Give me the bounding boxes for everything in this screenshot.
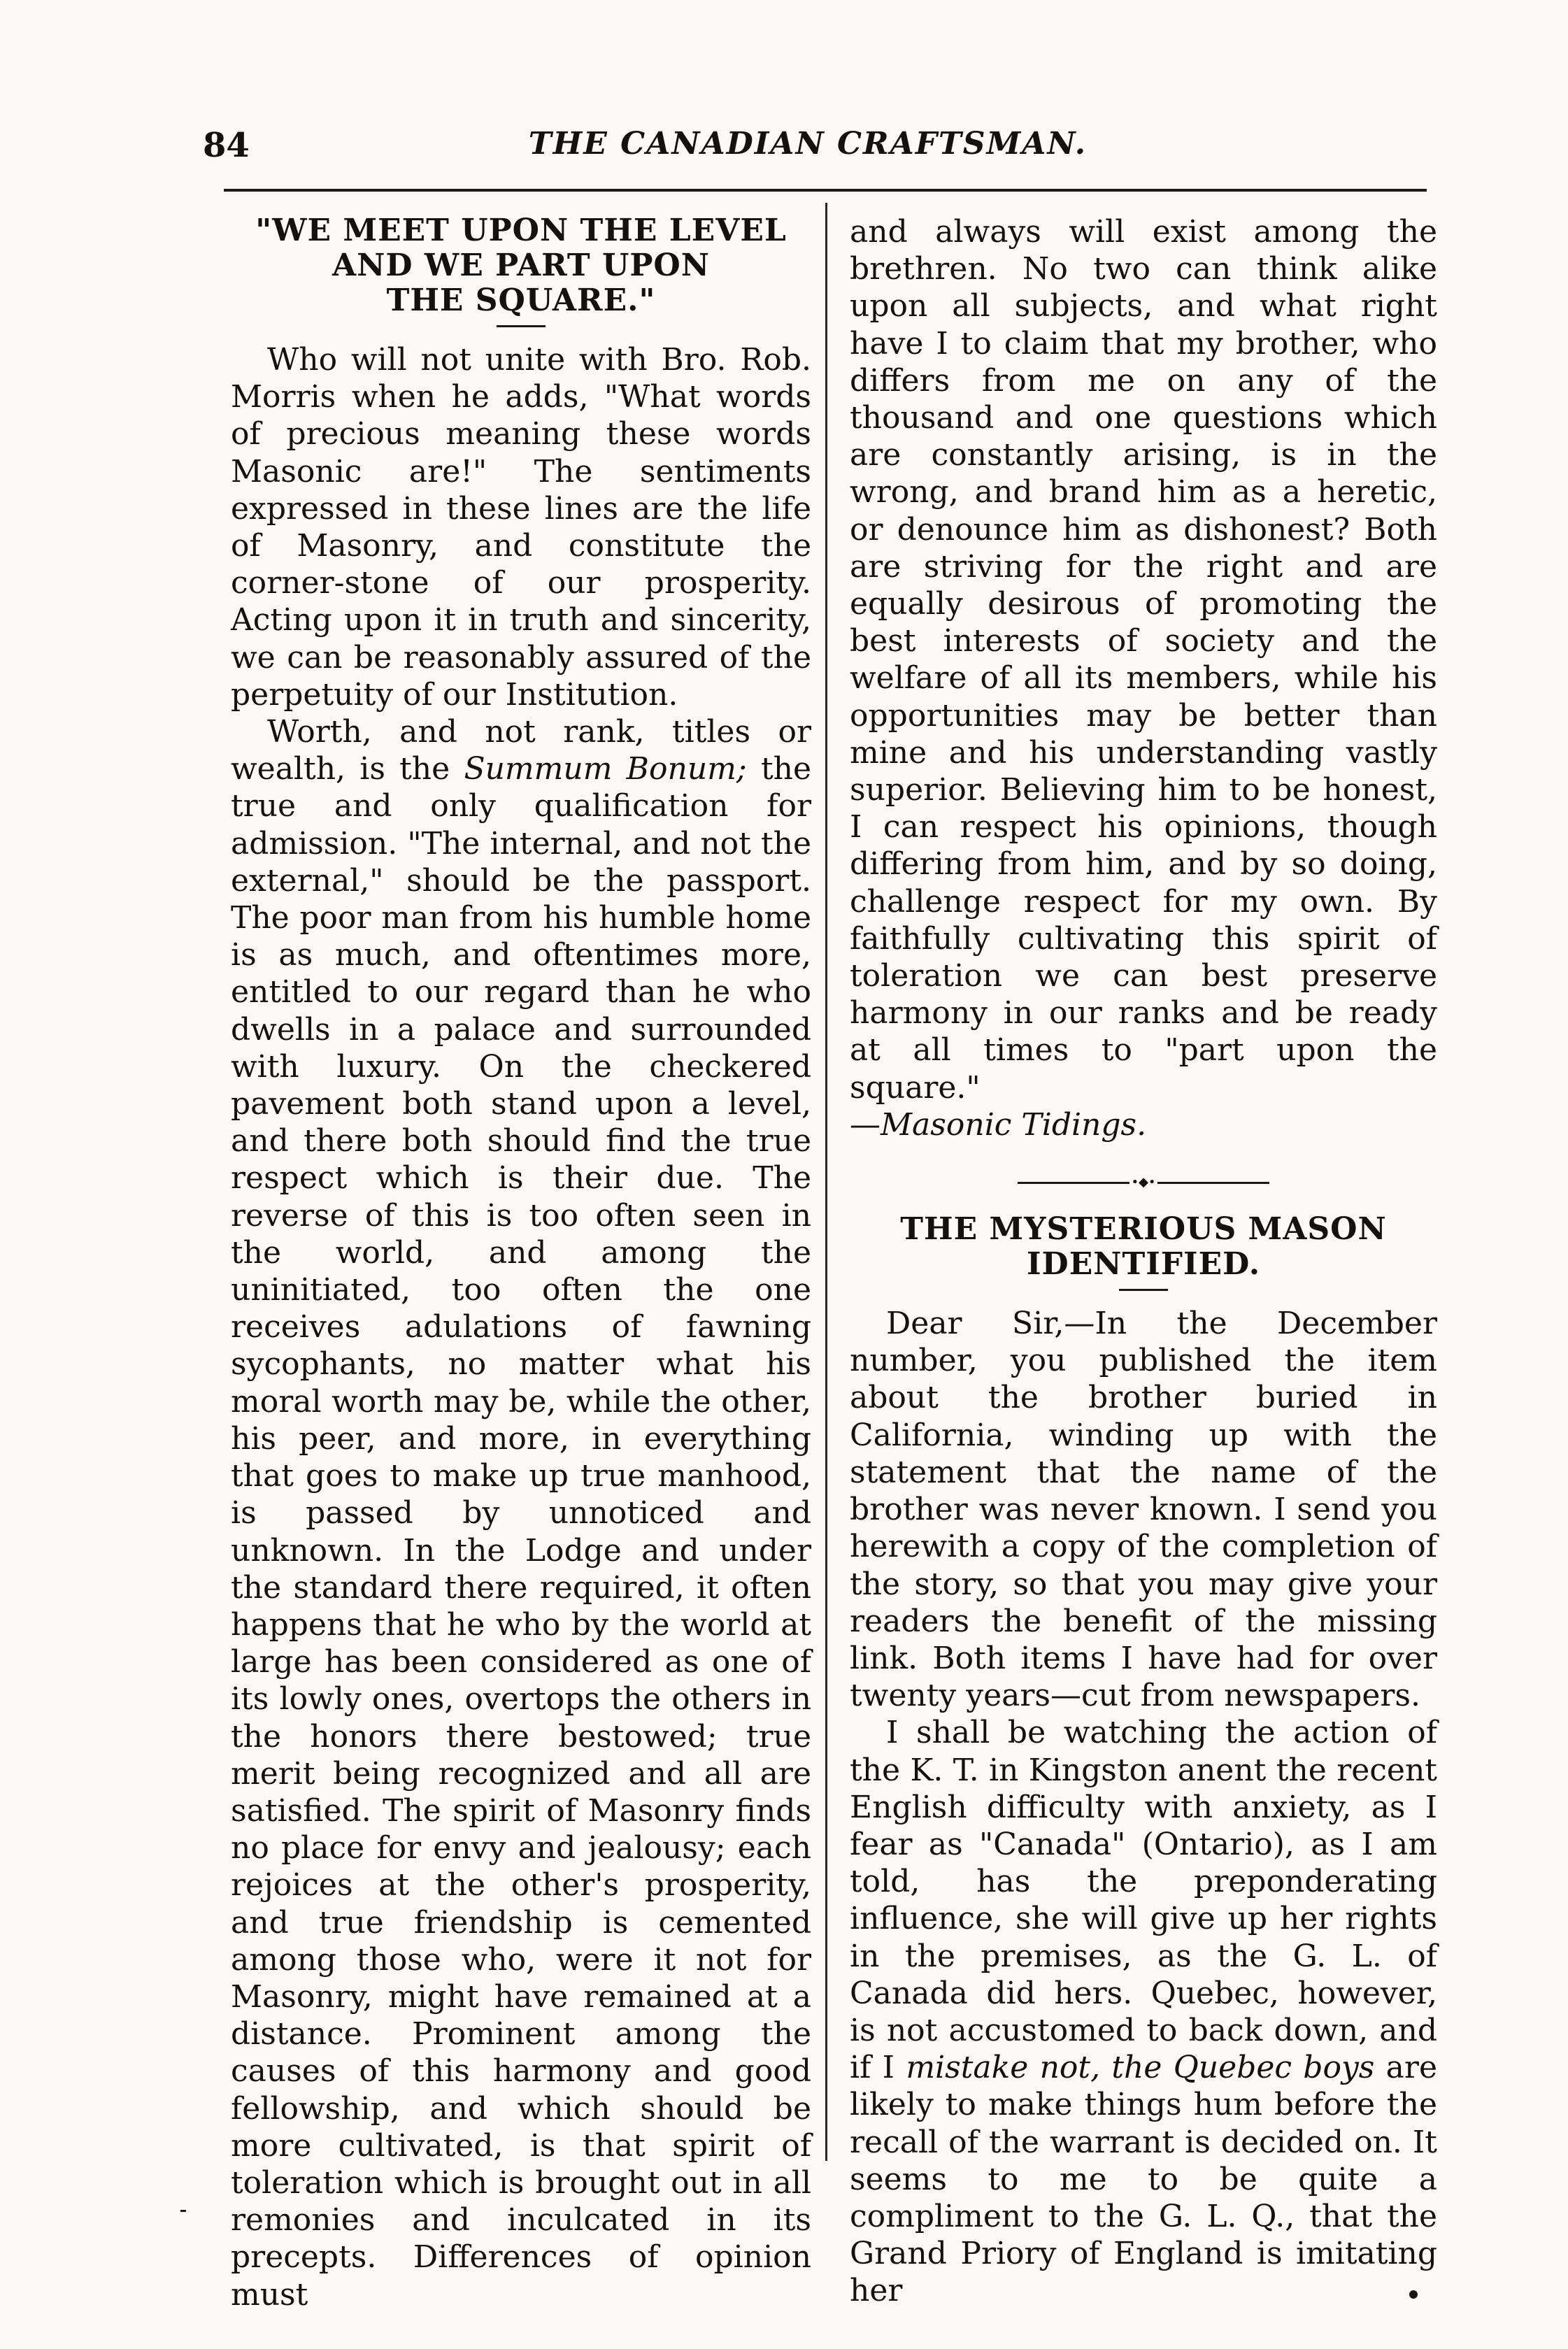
article1-paragraph-1: Who will not unite with Bro. Rob. Morris when he adds, "What words of precious meaning these words Masonic are!" The sentiments expressed in these lines are the life of Masonry, and constitute the corner-stone of our prosperity. Acting upon it in truth and sincerity, we can be reasonably assured of the perpetuity of our Institution.	[231, 342, 811, 713]
article1-heading-line: THE SQUARE."	[386, 283, 656, 318]
article2-heading	[850, 1212, 1437, 1282]
latin-phrase: Summum Bonum;	[464, 751, 747, 787]
article2-heading-line: IDENTIFIED.	[1026, 1246, 1261, 1283]
article1-continuation: and always will exist among the brethren. No two can think alike upon all subjects, and what right have I to claim that my brother, who differs from me on any of the thousand and one questions which are constantly arising, is in the wrong, and brand him as a heretic, or denounce him as dishonest? Both are striving for the right and are equally desirous of promoting the best interests of society and the welfare of all its members, while his opportunities may be better than mine and his understanding vastly superior. Believing him to be honest, I can respect his opinions, though differing from him, and by so doing, challenge respect for my own. By faithfully cultivating this spirit of toleration we can best preserve harmony in our ranks and be ready at all times to "part upon the square."	[850, 214, 1437, 1106]
column-separator	[825, 203, 827, 2161]
article1-paragraph-2	[231, 713, 811, 2313]
article2-heading-line: THE MYSTERIOUS MASON	[900, 1211, 1387, 1248]
heading-rule	[497, 325, 546, 327]
paragraph-text: are likely to make things hum before the recall of the warrant is decided on. It seems to me to be quite a compliment to the G. L. Q., that the Grand Priory of England is imitating her	[850, 2050, 1437, 2309]
article1-heading	[231, 213, 811, 318]
paragraph-text: I shall be watching the action of the K. T. in Kingston anent the recent English difficulty with anxiety, as I fear as "Canada" (Ontario), as I am told, has the preponderating influence, she will give up her rights in the premises, as the G. L. of Canada did hers. Quebec, however, is not accustomed to back down, and if I	[850, 1715, 1437, 2086]
right-column	[850, 213, 1437, 2310]
article1-heading-line: AND WE PART UPON	[332, 248, 710, 283]
article1-heading-line: "WE MEET UPON THE LEVEL	[255, 213, 787, 248]
left-column	[231, 213, 811, 2313]
running-title: THE CANADIAN CRAFTSMAN.	[528, 126, 1088, 162]
italic-phrase: mistake not, the Quebec boys	[906, 2050, 1375, 2086]
margin-mark	[180, 2210, 186, 2212]
paragraph-text: the true and only qualification for admission. "The internal, and not the external," should be the passport. The poor man from his humble home is as much, and oftentimes more, entitled to our regard than he who dwells in a palace and surrounded with luxury. On the checkered pavement both stand upon a level, and there both should find the true respect which is their due. The reverse of this is too often seen in the world, and among the uninitiated, too often the one receives adulations of fawning sycophants, no matter what his moral worth may be, while the other, his peer, and more, in everything that goes to make up true manhood, is passed by unnoticed and unknown. In the Lodge and under the standard there required, it often happens that he who by the world at large has been considered as one of its lowly ones, overtops the others in the honors there bestowed; true merit being recognized and all are satisfied. The spirit of Masonry finds no place for envy and jealousy; each rejoices at the other's prosperity, and true friendship is cemented among those who, were it not for Masonry, might have remained at a distance. Prominent among the causes of this harmony and good fellowship, and which should be more cultivated, is that spirit of toleration which is brought out in all remonies and inculcated in its precepts. Differences of opinion must	[231, 751, 812, 2313]
paragraph-text: Worth, and not rank, titles or wealth, is the	[231, 714, 811, 787]
article1-source: —Masonic Tidings.	[850, 1106, 1147, 1143]
page-number: 84	[203, 126, 250, 165]
page-header	[175, 126, 1441, 175]
ornament-glyph: •◆•	[1129, 1176, 1157, 1190]
ink-spot	[1409, 2290, 1418, 2299]
header-rule	[224, 189, 1427, 192]
article2-paragraph-1: Dear Sir,—In the December number, you published the item about the brother buried in California, winding up with the statement that the name of the brother was never known. I send you herewith a copy of the completion of the story, so that you may give your readers the benefit of the missing link. Both items I have had for over twenty years—cut from newspapers.	[850, 1306, 1437, 1714]
section-ornament	[1018, 1176, 1269, 1190]
article2-paragraph-2	[850, 1714, 1437, 2309]
heading-rule	[1119, 1289, 1168, 1291]
